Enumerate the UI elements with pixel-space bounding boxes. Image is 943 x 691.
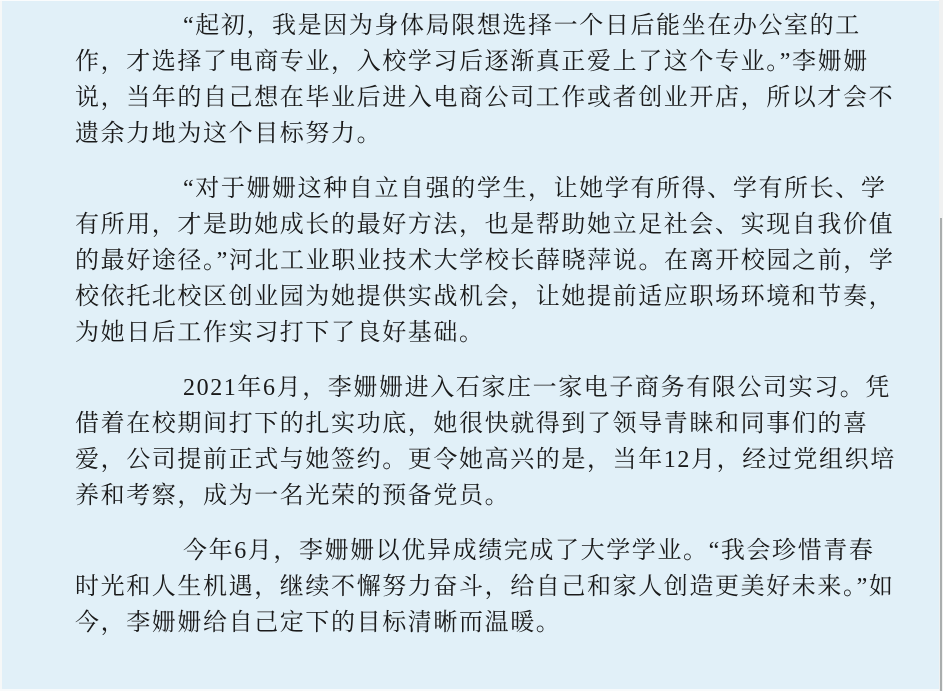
article-text-block: [75, 8, 896, 660]
page-top-edge: [0, 0, 943, 1]
page-left-edge: [0, 0, 2, 691]
article-paragraph-2: “对于姗姗这种自立自强的学生，让她学有所得、学有所长、学有所用，才是助她成长的最好方法，也是帮助她立足社会、实现自我价值的最好途径。”河北工业职业技术大学校长薛晓萍说。在离开校园之前，学校依托北校区创业园为她提供实战机会，让她提前适应职场环境和节奏，为她日后工作实习打下了良好基础。: [75, 176, 895, 346]
article-paragraph-3: 2021年6月，李姗姗进入石家庄一家电子商务有限公司实习。凭借着在校期间打下的扎实功底，她很快就得到了领导青睐和同事们的喜爱，公司提前正式与她签约。更令她高兴的是，当年12月，经过党组织培养和考察，成为一名光荣的预备党员。: [75, 375, 896, 509]
scrollbar-edge-line: [940, 218, 942, 691]
article-paragraph-1: “起初，我是因为身体局限想选择一个日后能坐在办公室的工作，才选择了电商专业，入校学习后逐渐真正爱上了这个专业。”李姗姗说，当年的自己想在毕业后进入电商公司工作或者创业开店，所以才会不遗余力地为这个目标努力。: [75, 13, 895, 147]
article-paragraph-4: 今年6月，李姗姗以优异成绩完成了大学学业。“我会珍惜青春时光和人生机遇，继续不懈努力奋斗，给自己和家人创造更美好未来。”如今，李姗姗给自己定下的目标清晰而温暖。: [75, 538, 895, 636]
